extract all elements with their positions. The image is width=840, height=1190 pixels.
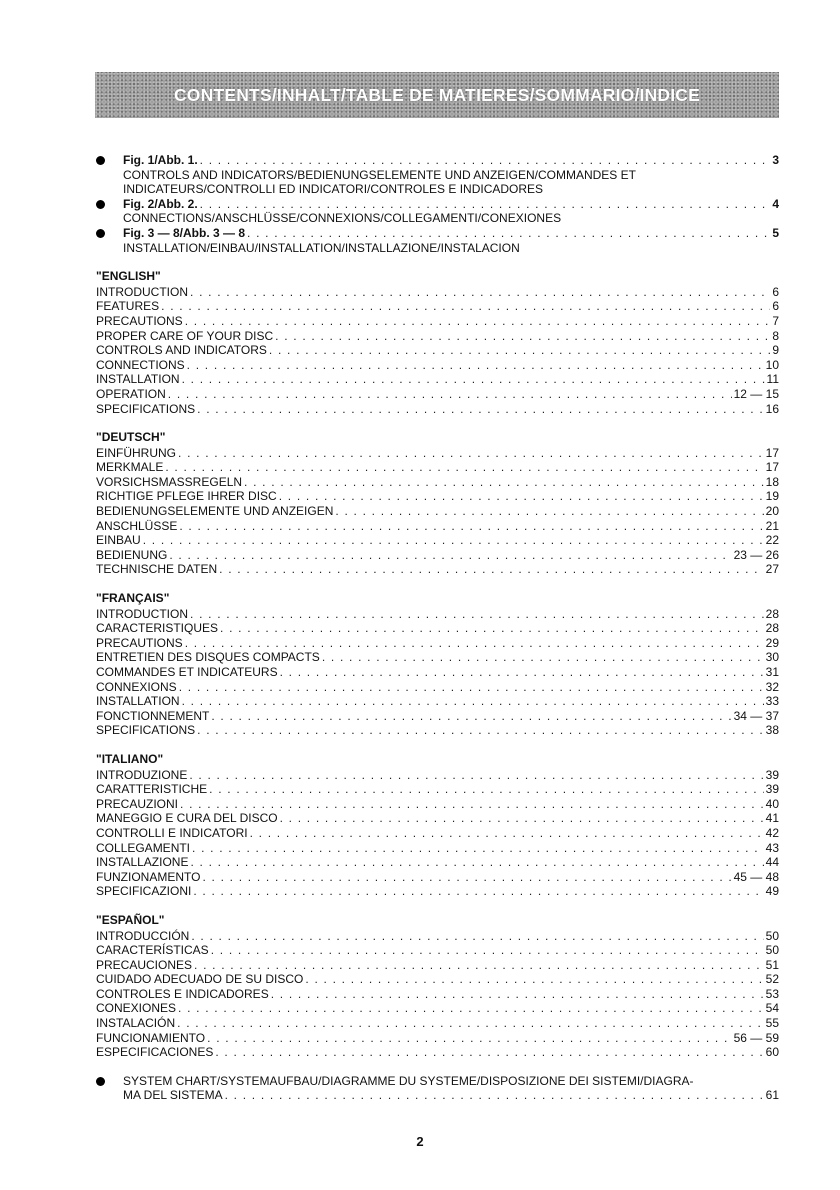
toc-entry-label: CARACTERÍSTICAS [96, 943, 209, 958]
toc-entry-label: EINFÜHRUNG [96, 445, 176, 460]
toc-entry [96, 987, 779, 1002]
leader-dots [179, 680, 764, 695]
toc-entry [96, 841, 779, 856]
system-chart-page: 61 [765, 1088, 779, 1103]
toc-entry-label: INSTALLATION [96, 694, 180, 709]
toc-entry-label: TECHNISCHE DATEN [96, 562, 218, 577]
toc-entry-page: 33 [765, 694, 779, 709]
leader-dots [200, 197, 771, 212]
leader-dots [275, 329, 770, 344]
toc-entry-label: COLLEGAMENTI [96, 840, 191, 855]
toc-entry-page: 44 [765, 855, 779, 870]
leader-dots [215, 1045, 763, 1060]
toc-entry-page: 55 [765, 1016, 779, 1031]
leader-dots [143, 533, 764, 548]
leader-dots [193, 884, 763, 899]
toc-entry-label: INSTALACIÓN [96, 1016, 176, 1031]
toc-entry [96, 504, 779, 519]
toc-entry-page: 27 [765, 562, 779, 577]
toc-entry [96, 460, 779, 475]
toc-entry-label: CARACTERISTIQUES [96, 621, 219, 636]
toc-entry [96, 943, 779, 958]
toc-entry-page: 40 [765, 796, 779, 811]
figure-label: Fig. 1/Abb. 1. [123, 153, 198, 167]
toc-entry-page: 39 [765, 782, 779, 797]
toc-entry-page: 43 [765, 840, 779, 855]
leader-dots [280, 811, 764, 826]
toc-entry-page: 42 [765, 825, 779, 840]
toc-entry-label: INSTALLATION [96, 372, 180, 387]
toc-section [96, 430, 779, 577]
toc-entry-page: 20 [765, 504, 779, 519]
leader-dots [182, 694, 764, 709]
toc-entry-page: 53 [765, 986, 779, 1001]
toc-entry-label: INTRODUCCIÓN [96, 928, 190, 943]
leader-dots [271, 987, 764, 1002]
toc-entry-label: CUIDADO ADECUADO DE SU DISCO [96, 972, 304, 987]
toc-entry [96, 797, 779, 812]
toc-entry-label: RICHTIGE PFLEGE IHRER DISC [96, 489, 277, 504]
toc-entry [96, 372, 779, 387]
leader-dots [335, 504, 763, 519]
toc-entry-page: 32 [765, 679, 779, 694]
section-title: "ENGLISH" [96, 269, 161, 284]
toc-entry-label: BEDIENUNG [96, 547, 168, 562]
toc-entry-page: 8 [772, 328, 779, 343]
leader-dots [279, 489, 764, 504]
toc-entry-label: FONCTIONNEMENT [96, 708, 210, 723]
leader-dots [192, 841, 764, 856]
leader-dots [190, 607, 764, 622]
toc-entry [96, 1031, 779, 1046]
toc-entry [96, 972, 779, 987]
leader-dots [190, 855, 763, 870]
toc-entry-label: PRECAUCIONES [96, 957, 193, 972]
toc-entry [96, 870, 779, 885]
toc-entry [96, 636, 779, 651]
toc-entry-label: ANSCHLÜSSE [96, 518, 178, 533]
toc-entry [96, 607, 779, 622]
toc-section [96, 913, 779, 1060]
toc-entry-page: 21 [765, 518, 779, 533]
leader-dots [178, 1001, 764, 1016]
leader-dots [220, 621, 764, 636]
toc-entry-page: 17 [765, 445, 779, 460]
toc-entry-label: EINBAU [96, 533, 141, 548]
figure-label: Fig. 2/Abb. 2. [123, 196, 198, 211]
toc-entry [96, 884, 779, 899]
figure-page: 3 [772, 153, 779, 167]
leader-dots [168, 387, 732, 402]
page-number: 2 [416, 1134, 424, 1149]
leader-dots [191, 929, 763, 944]
leader-dots [179, 519, 763, 534]
leader-dots [161, 299, 770, 314]
toc-entry [96, 855, 779, 870]
toc-entry-label: COMMANDES ET INDICATEURS [96, 665, 278, 679]
leader-dots [219, 562, 764, 577]
toc-entry-page: 19 [765, 489, 779, 504]
toc-entry [96, 562, 779, 577]
figure-item [96, 226, 779, 255]
figure-description: CONTROLS AND INDICATORS/BEDIENUNGSELEMENTE UND ANZEIGEN/COMMANDES ET INDICATEURS/CONTROLLI ED INDICATORI/CONTROLES E INDICADORES [123, 167, 636, 197]
figure-item [96, 197, 779, 226]
toc-entry-page: 50 [765, 943, 779, 958]
toc-entry [96, 782, 779, 797]
figure-label: Fig. 3 — 8/Abb. 3 — 8 [123, 225, 246, 240]
section-title: "DEUTSCH" [96, 430, 166, 445]
section-title: "ESPAÑOL" [96, 912, 165, 927]
toc-entry-page: 7 [772, 313, 779, 328]
toc-entry [96, 387, 779, 402]
language-sections [96, 269, 779, 1060]
leader-dots [177, 1016, 764, 1031]
banner-title: CONTENTS/INHALT/TABLE DE MATIERES/SOMMARIO/INDICE [173, 84, 701, 105]
figure-item [96, 153, 779, 197]
toc-entry-label: INTRODUCTION [96, 284, 188, 299]
toc-section [96, 591, 779, 738]
toc-entry-page: 23 — 26 [733, 547, 779, 562]
leader-dots [269, 343, 770, 358]
toc-entry-page: 18 [765, 474, 779, 489]
toc-entry-label: CONTROLES E INDICADORES [96, 986, 269, 1001]
toc-entry-label: BEDIENUNGSELEMENTE UND ANZEIGEN [96, 504, 334, 519]
toc-entry-label: ENTRETIEN DES DISQUES COMPACTS [96, 650, 320, 665]
leader-dots [189, 768, 763, 783]
leader-dots [182, 372, 765, 387]
leader-dots [202, 870, 731, 885]
toc-entry-page: 38 [765, 723, 779, 738]
toc-entry [96, 929, 779, 944]
leader-dots [322, 650, 764, 665]
leader-dots [165, 460, 763, 475]
leader-dots [209, 782, 764, 797]
toc-entry-page: 22 [765, 533, 779, 548]
toc-entry-page: 16 [765, 401, 779, 416]
leader-dots [211, 943, 764, 958]
figure-page: 4 [772, 196, 779, 211]
bullet-icon [96, 229, 105, 238]
bullet-icon [96, 200, 105, 209]
toc-entry-label: CARATTERISTICHE [96, 782, 208, 797]
leader-dots [244, 475, 764, 490]
toc-entry-label: INSTALLAZIONE [96, 855, 189, 870]
system-chart-item [96, 1074, 779, 1103]
toc-entry-page: 10 [765, 357, 779, 372]
leader-dots [194, 958, 764, 973]
toc-entry [96, 402, 779, 417]
bullet-icon [96, 1077, 105, 1086]
toc-entry-page: 52 [765, 972, 779, 987]
toc-entry [96, 1045, 779, 1060]
toc-entry-page: 6 [772, 284, 779, 299]
toc-entry-page: 31 [765, 665, 779, 679]
toc-entry-page: 17 [765, 460, 779, 475]
table-of-contents [96, 153, 779, 1103]
toc-entry [96, 958, 779, 973]
leader-dots [178, 446, 764, 461]
toc-entry [96, 650, 779, 665]
toc-entry-page: 30 [765, 650, 779, 665]
leader-dots [207, 1031, 732, 1046]
leader-dots [187, 358, 764, 373]
toc-section [96, 752, 779, 899]
toc-entry [96, 694, 779, 709]
toc-entry-page: 6 [772, 299, 779, 314]
toc-entry-label: ESPECIFICACIONES [96, 1045, 214, 1060]
toc-entry-page: 12 — 15 [733, 386, 779, 401]
toc-entry [96, 314, 779, 329]
leader-dots [197, 723, 764, 738]
toc-entry-label: FUNCIONAMIENTO [96, 1030, 206, 1045]
toc-entry [96, 811, 779, 826]
toc-entry [96, 709, 779, 724]
toc-entry-page: 50 [765, 928, 779, 943]
toc-entry-page: 28 [765, 621, 779, 636]
section-title: "FRANÇAIS" [96, 591, 170, 606]
toc-entry [96, 723, 779, 738]
toc-entry-page: 11 [766, 372, 779, 387]
toc-entry [96, 680, 779, 695]
toc-entry-page: 9 [772, 343, 779, 358]
system-chart-line1: SYSTEM CHART/SYSTEMAUFBAU/DIAGRAMME DU SYSTEME/DISPOSIZIONE DEI SISTEMI/DIAGRA- [123, 1073, 694, 1088]
toc-entry-page: 51 [765, 957, 779, 972]
toc-entry [96, 826, 779, 841]
toc-entry-page: 54 [765, 1001, 779, 1016]
toc-entry-page: 34 — 37 [733, 708, 779, 723]
toc-entry-label: PRECAUZIONI [96, 796, 179, 811]
leader-dots [211, 709, 731, 724]
toc-entry-page: 41 [765, 811, 779, 826]
toc-entry-label: CONTROLLI E INDICATORI [96, 825, 248, 840]
toc-entry-label: MERKMALE [96, 460, 164, 475]
figure-description: INSTALLATION/EINBAU/INSTALLATION/INSTALLAZIONE/INSTALACION [123, 240, 520, 255]
toc-entry-label: SPECIFICAZIONI [96, 884, 192, 899]
toc-entry [96, 329, 779, 344]
leader-dots [197, 402, 764, 417]
toc-entry [96, 489, 779, 504]
figure-list [96, 153, 779, 255]
toc-entry [96, 768, 779, 783]
toc-entry [96, 665, 779, 680]
toc-section [96, 269, 779, 416]
toc-entry [96, 533, 779, 548]
contents-banner [95, 72, 779, 118]
leader-dots [247, 226, 770, 241]
toc-entry [96, 446, 779, 461]
toc-entry-label: INTRODUZIONE [96, 767, 188, 782]
toc-entry-label: FUNZIONAMENTO [96, 869, 201, 884]
toc-entry-label: CONTROLS AND INDICATORS [96, 343, 267, 358]
toc-entry-label: VORSICHSMASSREGELN [96, 474, 243, 489]
toc-entry-page: 56 — 59 [733, 1030, 779, 1045]
leader-dots [225, 1088, 764, 1103]
toc-entry-label: SPECIFICATIONS [96, 401, 196, 416]
leader-dots [180, 797, 764, 812]
toc-entry [96, 519, 779, 534]
leader-dots [169, 548, 731, 563]
toc-entry-page: 49 [765, 884, 779, 899]
toc-entry-label: CONNEXIONS [96, 679, 177, 694]
toc-entry-label: SPECIFICATIONS [96, 723, 196, 738]
figure-description: CONNECTIONS/ANSCHLÜSSE/CONNEXIONS/COLLEGAMENTI/CONEXIONES [123, 211, 562, 226]
toc-entry-page: 29 [765, 635, 779, 650]
toc-entry [96, 358, 779, 373]
toc-entry-label: INTRODUCTION [96, 606, 188, 621]
toc-entry-page: 39 [765, 767, 779, 782]
toc-entry-label: PRECAUTIONS [96, 635, 183, 650]
leader-dots [305, 972, 763, 987]
toc-entry [96, 548, 779, 563]
toc-entry-label: PROPER CARE OF YOUR DISC [96, 328, 274, 343]
leader-dots [185, 314, 771, 329]
toc-entry-page: 60 [765, 1045, 779, 1060]
leader-dots [190, 285, 770, 300]
toc-entry-page: 45 — 48 [733, 869, 779, 884]
section-title: "ITALIANO" [96, 751, 164, 766]
toc-entry [96, 285, 779, 300]
bullet-icon [96, 156, 105, 165]
leader-dots [280, 665, 764, 680]
figure-page: 5 [772, 225, 779, 240]
toc-entry-label: CONEXIONES [96, 1001, 177, 1016]
toc-entry [96, 1016, 779, 1031]
toc-entry-label: CONNECTIONS [96, 357, 185, 372]
leader-dots [200, 153, 771, 168]
toc-entry [96, 475, 779, 490]
toc-entry [96, 621, 779, 636]
toc-entry [96, 299, 779, 314]
toc-entry-page: 28 [765, 606, 779, 621]
toc-entry-label: MANEGGIO E CURA DEL DISCO [96, 811, 278, 826]
system-chart-line2: MA DEL SISTEMA [123, 1088, 223, 1103]
toc-entry [96, 1001, 779, 1016]
toc-entry-label: PRECAUTIONS [96, 313, 183, 328]
toc-entry [96, 343, 779, 358]
leader-dots [185, 636, 764, 651]
toc-entry-label: OPERATION [96, 386, 166, 401]
leader-dots [250, 826, 764, 841]
toc-entry-label: FEATURES [96, 299, 160, 314]
